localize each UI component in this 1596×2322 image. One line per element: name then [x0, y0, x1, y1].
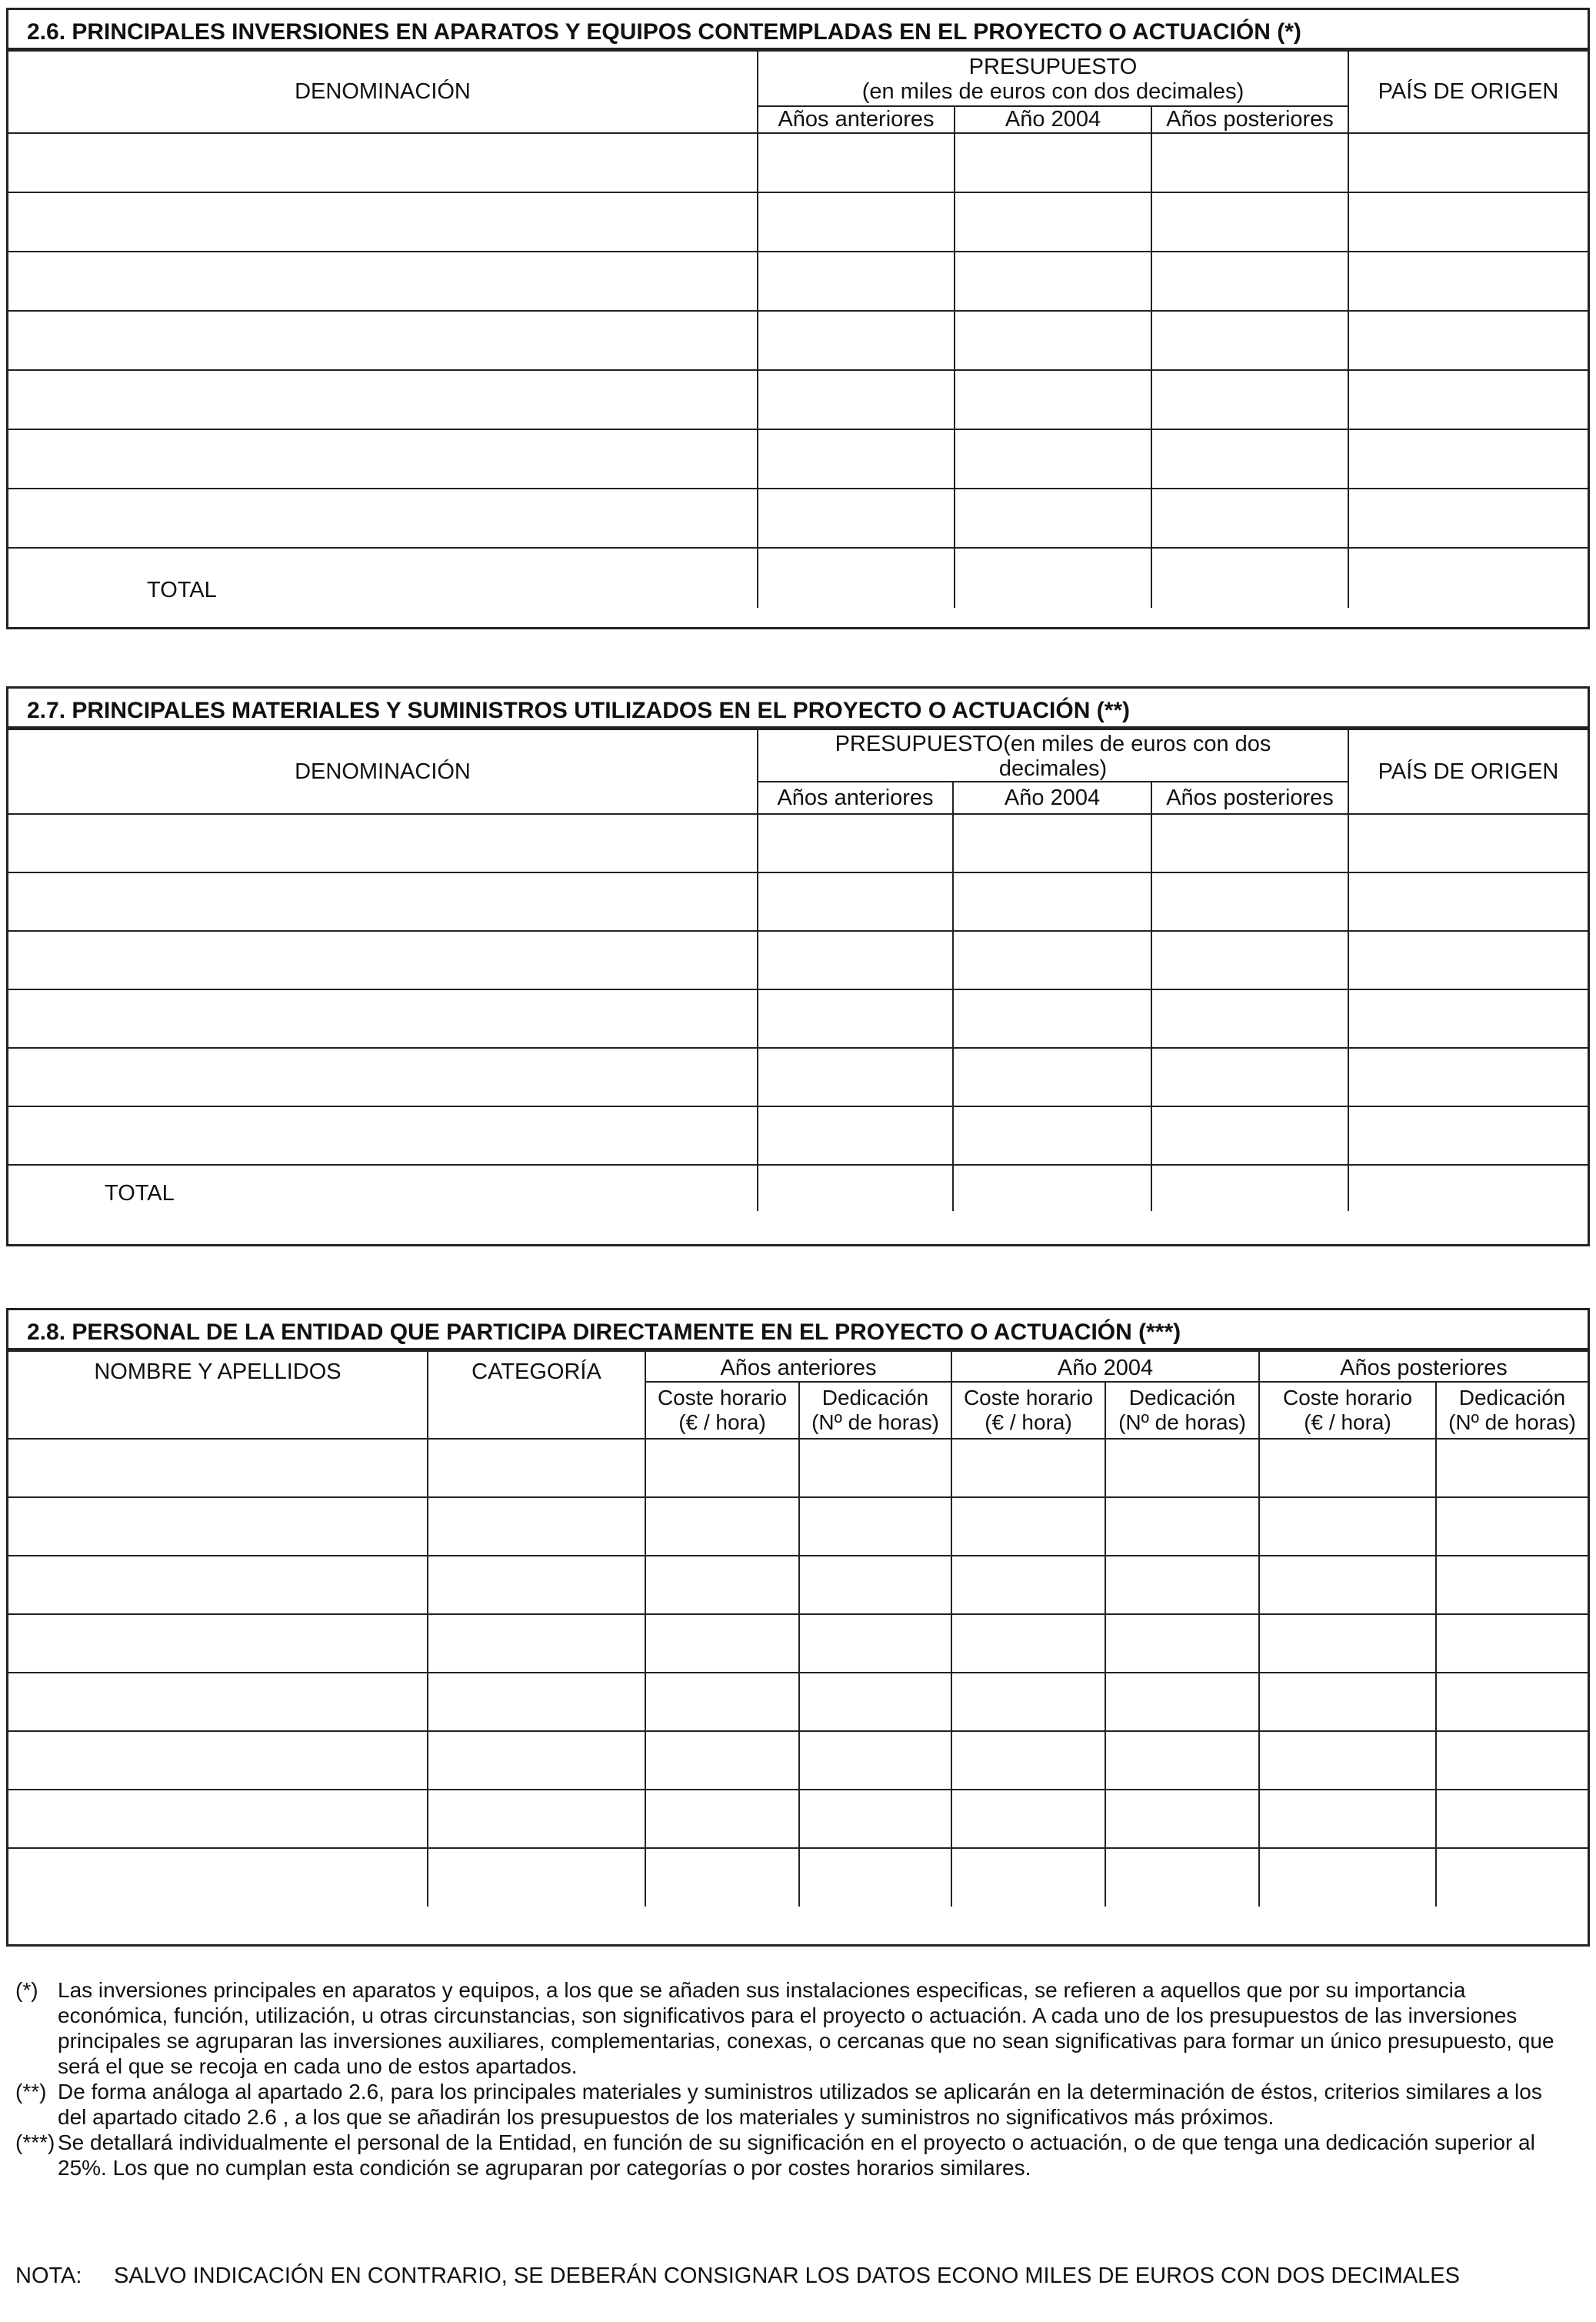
input-cell[interactable] [953, 1106, 1151, 1165]
col-presupuesto-line1: PRESUPUESTO [968, 55, 1138, 79]
coste-line2: (€ / hora) [1304, 1410, 1391, 1434]
input-cell[interactable] [1259, 1790, 1436, 1848]
input-cell[interactable] [1151, 872, 1348, 931]
input-cell[interactable] [953, 931, 1151, 989]
input-cell[interactable] [799, 1497, 951, 1556]
input-cell[interactable] [758, 814, 953, 872]
coste-line1: Coste horario [1282, 1386, 1413, 1410]
col-dedicacion [799, 1382, 951, 1439]
input-cell[interactable] [1348, 192, 1588, 252]
input-cell[interactable] [758, 311, 955, 370]
section-2-7 [6, 686, 1590, 1246]
input-cell[interactable] [8, 192, 758, 252]
input-cell[interactable] [8, 931, 758, 989]
section-2-8-title: 2.8. PERSONAL DE LA ENTIDAD QUE PARTICIPA DIRECTAMENTE EN EL PROYECTO O ACTUACIÓN (***) [8, 1310, 1588, 1350]
input-cell[interactable] [799, 1848, 951, 1907]
section-2-7-title: 2.7. PRINCIPALES MATERIALES Y SUMINISTROS UTILIZADOS EN EL PROYECTO O ACTUACIÓN (**) [8, 689, 1588, 729]
investments-table [8, 50, 1588, 608]
footnote-mark: (*) [15, 1978, 38, 2002]
input-cell[interactable] [1436, 1731, 1588, 1790]
input-cell[interactable] [645, 1439, 799, 1497]
input-cell[interactable] [8, 133, 758, 192]
input-cell[interactable] [1259, 1439, 1436, 1497]
input-cell[interactable] [1151, 311, 1348, 370]
input-cell[interactable] [758, 429, 955, 489]
input-cell[interactable] [8, 1048, 758, 1106]
input-cell[interactable] [1105, 1556, 1259, 1614]
col-denominacion: DENOMINACIÓN [8, 51, 758, 133]
input-cell[interactable] [955, 370, 1151, 429]
grp-anos-anteriores: Años anteriores [645, 1351, 951, 1382]
col-pais-origen: PAÍS DE ORIGEN [1348, 51, 1588, 133]
input-cell[interactable] [1436, 1497, 1588, 1556]
col-denominacion: DENOMINACIÓN [8, 729, 758, 814]
dedic-line2: (Nº de horas) [811, 1410, 939, 1434]
total-cell[interactable] [1151, 548, 1348, 608]
input-cell[interactable] [1348, 989, 1588, 1048]
input-cell[interactable] [8, 1848, 428, 1907]
input-cell[interactable] [8, 252, 758, 311]
input-cell[interactable] [8, 1731, 428, 1790]
dedic-line1: Dedicación [1128, 1386, 1236, 1410]
section-2-6 [6, 8, 1590, 629]
input-cell[interactable] [1151, 489, 1348, 548]
total-cell[interactable] [1151, 1165, 1348, 1211]
input-cell[interactable] [8, 1106, 758, 1165]
total-cell[interactable] [758, 1165, 953, 1211]
total-cell[interactable] [955, 548, 1151, 608]
coste-line2: (€ / hora) [678, 1410, 766, 1434]
table-row [8, 1614, 1588, 1673]
input-cell[interactable] [758, 192, 955, 252]
total-label: TOTAL [8, 548, 758, 608]
input-cell[interactable] [1259, 1673, 1436, 1731]
nota-label: NOTA: [15, 2264, 82, 2288]
footnote-text: Se detallará individualmente el personal de la Entidad, en función de su significación en el proyecto o actuación, o de que tenga una dedicación superior al 25%. Los que no cumplan esta condición se agruparan por categorías o por costes horarios similares. [58, 2130, 1535, 2180]
input-cell[interactable] [645, 1790, 799, 1848]
input-cell[interactable] [1105, 1731, 1259, 1790]
col-anos-anteriores: Años anteriores [758, 782, 953, 814]
col-ano-2004: Año 2004 [953, 782, 1151, 814]
total-row [8, 1165, 1588, 1211]
input-cell[interactable] [8, 1790, 428, 1848]
input-cell[interactable] [8, 1614, 428, 1673]
table-row [8, 931, 1588, 989]
personnel-table [8, 1350, 1588, 1907]
col-presupuesto: PRESUPUESTO(en miles de euros con dos decimales) [758, 729, 1348, 782]
input-cell[interactable] [951, 1497, 1105, 1556]
input-cell[interactable] [1348, 489, 1588, 548]
table-row [8, 252, 1588, 311]
input-cell[interactable] [1348, 370, 1588, 429]
input-cell[interactable] [955, 429, 1151, 489]
table-row [8, 989, 1588, 1048]
footnote-mark: (**) [15, 2080, 47, 2103]
input-cell[interactable] [8, 1673, 428, 1731]
input-cell[interactable] [428, 1556, 645, 1614]
table-row [8, 489, 1588, 548]
input-cell[interactable] [645, 1614, 799, 1673]
input-cell[interactable] [799, 1790, 951, 1848]
input-cell[interactable] [758, 989, 953, 1048]
input-cell[interactable] [1436, 1614, 1588, 1673]
input-cell[interactable] [1259, 1556, 1436, 1614]
table-row [8, 1048, 1588, 1106]
input-cell[interactable] [1436, 1848, 1588, 1907]
input-cell[interactable] [955, 252, 1151, 311]
col-ano-2004: Año 2004 [955, 106, 1151, 133]
input-cell[interactable] [1105, 1790, 1259, 1848]
input-cell[interactable] [1436, 1673, 1588, 1731]
footnote-3 [15, 2130, 1561, 2180]
input-cell[interactable] [955, 489, 1151, 548]
table-row [8, 311, 1588, 370]
input-cell[interactable] [1259, 1497, 1436, 1556]
input-cell[interactable] [1348, 252, 1588, 311]
input-cell[interactable] [8, 1497, 428, 1556]
table-row [8, 814, 1588, 872]
col-presupuesto [758, 51, 1348, 106]
input-cell[interactable] [1348, 311, 1588, 370]
input-cell[interactable] [799, 1439, 951, 1497]
input-cell[interactable] [955, 311, 1151, 370]
input-cell[interactable] [953, 814, 1151, 872]
col-presupuesto-line2: (en miles de euros con dos decimales) [861, 79, 1244, 104]
input-cell[interactable] [955, 133, 1151, 192]
input-cell[interactable] [8, 872, 758, 931]
input-cell[interactable] [1151, 989, 1348, 1048]
input-cell[interactable] [428, 1673, 645, 1731]
input-cell[interactable] [953, 989, 1151, 1048]
total-label: TOTAL [8, 1165, 758, 1211]
input-cell[interactable] [951, 1556, 1105, 1614]
input-cell[interactable] [1348, 1048, 1588, 1106]
table-row [8, 1848, 1588, 1907]
input-cell[interactable] [428, 1497, 645, 1556]
section-2-6-title: 2.6. PRINCIPALES INVERSIONES EN APARATOS Y EQUIPOS CONTEMPLADAS EN EL PROYECTO O ACTUACIÓN (*) [8, 10, 1588, 50]
input-cell[interactable] [951, 1439, 1105, 1497]
input-cell[interactable] [428, 1614, 645, 1673]
input-cell[interactable] [8, 814, 758, 872]
table-row [8, 370, 1588, 429]
input-cell[interactable] [1348, 429, 1588, 489]
footnote-2 [15, 2079, 1561, 2130]
input-cell[interactable] [953, 1048, 1151, 1106]
input-cell[interactable] [1105, 1497, 1259, 1556]
input-cell[interactable] [951, 1614, 1105, 1673]
table-row [8, 1556, 1588, 1614]
col-pais-origen: PAÍS DE ORIGEN [1348, 729, 1588, 814]
input-cell[interactable] [8, 311, 758, 370]
grp-ano-2004: Año 2004 [951, 1351, 1259, 1382]
col-dedicacion [1436, 1382, 1588, 1439]
input-cell[interactable] [951, 1673, 1105, 1731]
table-row [8, 192, 1588, 252]
table-row [8, 1497, 1588, 1556]
input-cell[interactable] [1348, 872, 1588, 931]
input-cell[interactable] [799, 1731, 951, 1790]
input-cell[interactable] [1151, 814, 1348, 872]
col-anos-posteriores: Años posteriores [1151, 782, 1348, 814]
col-anos-posteriores: Años posteriores [1151, 106, 1348, 133]
input-cell[interactable] [758, 872, 953, 931]
input-cell[interactable] [645, 1556, 799, 1614]
input-cell[interactable] [1259, 1614, 1436, 1673]
input-cell[interactable] [1105, 1848, 1259, 1907]
input-cell[interactable] [428, 1439, 645, 1497]
footnote-text: De forma análoga al apartado 2.6, para los principales materiales y suministros utilizados se aplicarán en la determinación de éstos, criterios similares a los del apartado citado 2.6 , a los que se añadirán los presupuestos de los materiales y suministros no significativos más próximos. [58, 2080, 1542, 2129]
table-row [8, 1106, 1588, 1165]
table-row [8, 1673, 1588, 1731]
input-cell[interactable] [1105, 1439, 1259, 1497]
input-cell[interactable] [1259, 1848, 1436, 1907]
input-cell[interactable] [1436, 1790, 1588, 1848]
col-dedicacion [1105, 1382, 1259, 1439]
input-cell[interactable] [8, 429, 758, 489]
input-cell[interactable] [1105, 1673, 1259, 1731]
input-cell[interactable] [645, 1848, 799, 1907]
input-cell[interactable] [799, 1614, 951, 1673]
input-cell[interactable] [645, 1673, 799, 1731]
input-cell[interactable] [1436, 1556, 1588, 1614]
input-cell[interactable] [428, 1848, 645, 1907]
input-cell[interactable] [1151, 1048, 1348, 1106]
input-cell[interactable] [758, 1106, 953, 1165]
dedic-line1: Dedicación [821, 1386, 929, 1410]
col-categoria: CATEGORÍA [428, 1351, 645, 1439]
nota [15, 2264, 1584, 2289]
input-cell[interactable] [645, 1731, 799, 1790]
input-cell[interactable] [799, 1673, 951, 1731]
table-row [8, 429, 1588, 489]
input-cell[interactable] [1348, 931, 1588, 989]
input-cell[interactable] [1105, 1614, 1259, 1673]
coste-line1: Coste horario [963, 1386, 1094, 1410]
input-cell[interactable] [951, 1731, 1105, 1790]
input-cell[interactable] [1259, 1731, 1436, 1790]
table-row [8, 1439, 1588, 1497]
input-cell[interactable] [758, 370, 955, 429]
total-cell[interactable] [1348, 1165, 1588, 1211]
coste-line1: Coste horario [657, 1386, 788, 1410]
input-cell[interactable] [645, 1497, 799, 1556]
col-coste-horario [951, 1382, 1105, 1439]
input-cell[interactable] [758, 252, 955, 311]
dedic-line2: (Nº de horas) [1448, 1410, 1576, 1434]
input-cell[interactable] [1151, 370, 1348, 429]
footnote-text: Las inversiones principales en aparatos y equipos, a los que se añaden sus instalaciones especificas, se refieren a aquellos que por su importancia económica, función, utilización, u otras circunstancias, son significativos para el proyecto o actuación. A cada uno de los presupuestos de las inversiones principales se agruparan las inversiones auxiliares, complementarias, conexas, o cercanas que no sean significativas para formar un único presupuesto, que será el que se recoja en cada uno de estos apartados. [58, 1978, 1554, 2078]
input-cell[interactable] [1348, 133, 1588, 192]
input-cell[interactable] [8, 1556, 428, 1614]
total-cell[interactable] [953, 1165, 1151, 1211]
input-cell[interactable] [1436, 1439, 1588, 1497]
table-row [8, 133, 1588, 192]
grp-anos-posteriores: Años posteriores [1259, 1351, 1588, 1382]
col-coste-horario [645, 1382, 799, 1439]
footnote-1 [15, 1977, 1561, 2079]
footnotes [15, 1977, 1561, 2180]
total-row [8, 548, 1588, 608]
total-cell[interactable] [1348, 548, 1588, 608]
materials-table [8, 729, 1588, 1211]
input-cell[interactable] [758, 489, 955, 548]
input-cell[interactable] [1151, 931, 1348, 989]
coste-line2: (€ / hora) [985, 1410, 1072, 1434]
input-cell[interactable] [758, 133, 955, 192]
section-2-8 [6, 1308, 1590, 1947]
input-cell[interactable] [799, 1556, 951, 1614]
input-cell[interactable] [1348, 1106, 1588, 1165]
table-row [8, 872, 1588, 931]
input-cell[interactable] [955, 192, 1151, 252]
input-cell[interactable] [428, 1731, 645, 1790]
input-cell[interactable] [1151, 192, 1348, 252]
input-cell[interactable] [428, 1790, 645, 1848]
nota-text: SALVO INDICACIÓN EN CONTRARIO, SE DEBERÁN CONSIGNAR LOS DATOS ECONO MILES DE EUROS CON DOS DECIMALES [114, 2264, 1460, 2288]
input-cell[interactable] [758, 931, 953, 989]
dedic-line2: (Nº de horas) [1118, 1410, 1246, 1434]
input-cell[interactable] [8, 489, 758, 548]
input-cell[interactable] [1151, 1106, 1348, 1165]
input-cell[interactable] [953, 872, 1151, 931]
input-cell[interactable] [758, 1048, 953, 1106]
footnote-mark: (***) [15, 2130, 55, 2154]
dedic-line1: Dedicación [1458, 1386, 1566, 1410]
col-anos-anteriores: Años anteriores [758, 106, 955, 133]
total-cell[interactable] [758, 548, 955, 608]
table-row [8, 1790, 1588, 1848]
input-cell[interactable] [951, 1848, 1105, 1907]
input-cell[interactable] [8, 989, 758, 1048]
input-cell[interactable] [8, 1439, 428, 1497]
input-cell[interactable] [1151, 133, 1348, 192]
input-cell[interactable] [8, 370, 758, 429]
col-nombre-apellidos: NOMBRE Y APELLIDOS [8, 1351, 428, 1439]
input-cell[interactable] [1151, 429, 1348, 489]
input-cell[interactable] [1151, 252, 1348, 311]
input-cell[interactable] [1348, 814, 1588, 872]
col-coste-horario [1259, 1382, 1436, 1439]
input-cell[interactable] [951, 1790, 1105, 1848]
table-row [8, 1731, 1588, 1790]
